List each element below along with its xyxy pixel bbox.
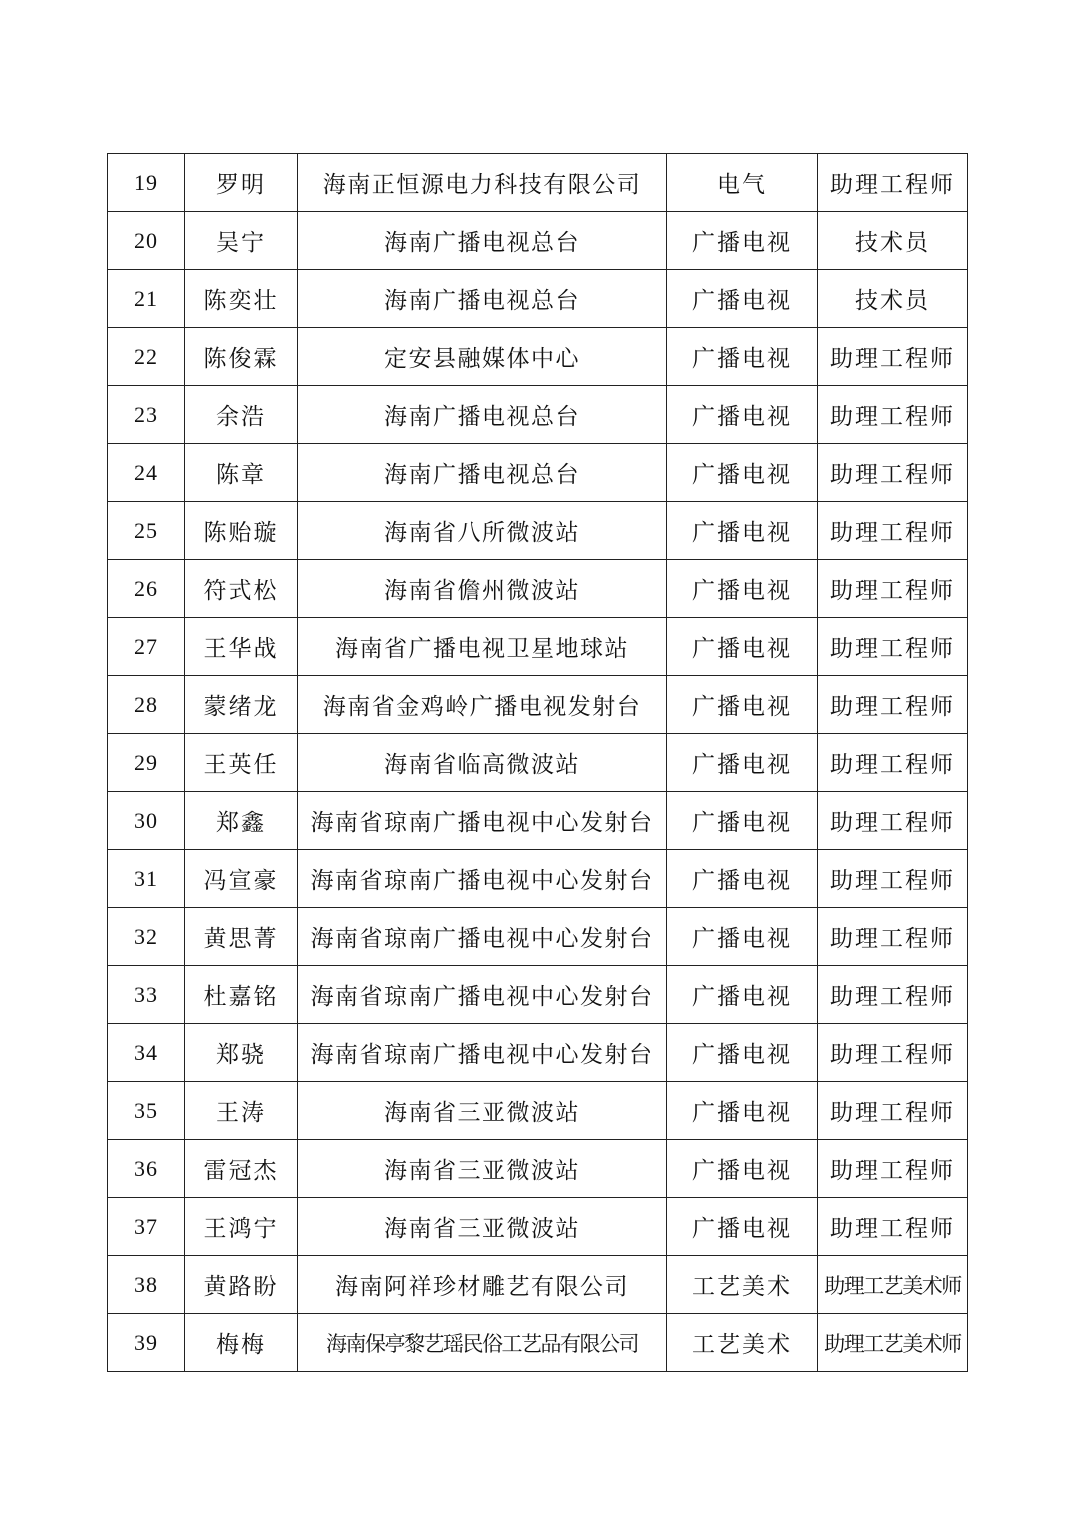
- organization-cell: 海南广播电视总台: [298, 386, 667, 444]
- specialty-cell: 广播电视: [667, 502, 818, 560]
- document-page: [107, 153, 967, 1372]
- row-number-cell: 34: [108, 1024, 185, 1082]
- row-number-cell: 35: [108, 1082, 185, 1140]
- job-title-cell: 助理工程师: [818, 444, 968, 502]
- person-name-cell: 雷冠杰: [185, 1140, 298, 1198]
- person-name-cell: 吴宁: [185, 212, 298, 270]
- person-name-cell: 王华战: [185, 618, 298, 676]
- organization-cell: 海南省琼南广播电视中心发射台: [298, 966, 667, 1024]
- job-title-cell: 助理工程师: [818, 792, 968, 850]
- person-name-cell: 王鸿宁: [185, 1198, 298, 1256]
- specialty-cell: 广播电视: [667, 386, 818, 444]
- table-row: [108, 966, 968, 1024]
- job-title-cell: 助理工程师: [818, 1024, 968, 1082]
- job-title-cell: 助理工程师: [818, 154, 968, 212]
- job-title-cell: 助理工程师: [818, 560, 968, 618]
- person-name-cell: 陈俊霖: [185, 328, 298, 386]
- table-row: [108, 502, 968, 560]
- organization-cell: 海南省琼南广播电视中心发射台: [298, 792, 667, 850]
- specialty-cell: 广播电视: [667, 618, 818, 676]
- organization-cell: 海南省琼南广播电视中心发射台: [298, 850, 667, 908]
- job-title-cell: 助理工程师: [818, 850, 968, 908]
- person-name-cell: 郑骁: [185, 1024, 298, 1082]
- job-title-cell: 助理工艺美术师: [818, 1314, 968, 1372]
- table-row: [108, 444, 968, 502]
- organization-cell: 海南广播电视总台: [298, 444, 667, 502]
- row-number-cell: 21: [108, 270, 185, 328]
- row-number-cell: 33: [108, 966, 185, 1024]
- person-name-cell: 陈贻璇: [185, 502, 298, 560]
- row-number-cell: 23: [108, 386, 185, 444]
- specialty-cell: 广播电视: [667, 850, 818, 908]
- person-name-cell: 王涛: [185, 1082, 298, 1140]
- job-title-cell: 技术员: [818, 270, 968, 328]
- specialty-cell: 广播电视: [667, 212, 818, 270]
- job-title-cell: 助理工艺美术师: [818, 1256, 968, 1314]
- organization-cell: 海南省琼南广播电视中心发射台: [298, 908, 667, 966]
- organization-cell: 海南省广播电视卫星地球站: [298, 618, 667, 676]
- row-number-cell: 37: [108, 1198, 185, 1256]
- job-title-cell: 助理工程师: [818, 1140, 968, 1198]
- row-number-cell: 38: [108, 1256, 185, 1314]
- person-name-cell: 王英任: [185, 734, 298, 792]
- specialty-cell: 广播电视: [667, 908, 818, 966]
- specialty-cell: 广播电视: [667, 966, 818, 1024]
- job-title-cell: 助理工程师: [818, 618, 968, 676]
- specialty-cell: 电气: [667, 154, 818, 212]
- row-number-cell: 19: [108, 154, 185, 212]
- job-title-cell: 助理工程师: [818, 908, 968, 966]
- row-number-cell: 20: [108, 212, 185, 270]
- person-name-cell: 梅梅: [185, 1314, 298, 1372]
- job-title-cell: 助理工程师: [818, 966, 968, 1024]
- table-row: [108, 734, 968, 792]
- job-title-cell: 助理工程师: [818, 676, 968, 734]
- job-title-cell: 助理工程师: [818, 386, 968, 444]
- specialty-cell: 广播电视: [667, 328, 818, 386]
- table-row: [108, 212, 968, 270]
- organization-cell: 海南省八所微波站: [298, 502, 667, 560]
- job-title-cell: 技术员: [818, 212, 968, 270]
- specialty-cell: 广播电视: [667, 1024, 818, 1082]
- job-title-cell: 助理工程师: [818, 734, 968, 792]
- job-title-cell: 助理工程师: [818, 328, 968, 386]
- organization-cell: 海南正恒源电力科技有限公司: [298, 154, 667, 212]
- person-name-cell: 杜嘉铭: [185, 966, 298, 1024]
- person-name-cell: 黄思菁: [185, 908, 298, 966]
- table-row: [108, 560, 968, 618]
- row-number-cell: 30: [108, 792, 185, 850]
- specialty-cell: 广播电视: [667, 1082, 818, 1140]
- specialty-cell: 广播电视: [667, 734, 818, 792]
- person-name-cell: 蒙绪龙: [185, 676, 298, 734]
- row-number-cell: 29: [108, 734, 185, 792]
- row-number-cell: 36: [108, 1140, 185, 1198]
- person-name-cell: 陈奕壮: [185, 270, 298, 328]
- row-number-cell: 24: [108, 444, 185, 502]
- person-name-cell: 符式松: [185, 560, 298, 618]
- row-number-cell: 27: [108, 618, 185, 676]
- specialty-cell: 广播电视: [667, 1198, 818, 1256]
- person-name-cell: 冯宣豪: [185, 850, 298, 908]
- specialty-cell: 工艺美术: [667, 1314, 818, 1372]
- person-name-cell: 罗明: [185, 154, 298, 212]
- organization-cell: 海南省琼南广播电视中心发射台: [298, 1024, 667, 1082]
- organization-cell: 海南保亭黎艺瑶民俗工艺品有限公司: [298, 1314, 667, 1372]
- organization-cell: 海南省三亚微波站: [298, 1082, 667, 1140]
- table-row: [108, 1140, 968, 1198]
- table-row: [108, 792, 968, 850]
- specialty-cell: 广播电视: [667, 1140, 818, 1198]
- organization-cell: 海南广播电视总台: [298, 270, 667, 328]
- specialty-cell: 广播电视: [667, 270, 818, 328]
- table-row: [108, 1024, 968, 1082]
- organization-cell: 定安县融媒体中心: [298, 328, 667, 386]
- row-number-cell: 26: [108, 560, 185, 618]
- table-row: [108, 676, 968, 734]
- row-number-cell: 39: [108, 1314, 185, 1372]
- person-name-cell: 郑鑫: [185, 792, 298, 850]
- table-row: [108, 618, 968, 676]
- organization-cell: 海南省三亚微波站: [298, 1140, 667, 1198]
- organization-cell: 海南省金鸡岭广播电视发射台: [298, 676, 667, 734]
- row-number-cell: 32: [108, 908, 185, 966]
- job-title-cell: 助理工程师: [818, 502, 968, 560]
- specialty-cell: 广播电视: [667, 444, 818, 502]
- table-row: [108, 908, 968, 966]
- job-title-cell: 助理工程师: [818, 1082, 968, 1140]
- table-row: [108, 1082, 968, 1140]
- organization-cell: 海南广播电视总台: [298, 212, 667, 270]
- table-row: [108, 850, 968, 908]
- table-row: [108, 270, 968, 328]
- job-title-cell: 助理工程师: [818, 1198, 968, 1256]
- row-number-cell: 31: [108, 850, 185, 908]
- person-name-cell: 陈章: [185, 444, 298, 502]
- organization-cell: 海南阿祥珍材雕艺有限公司: [298, 1256, 667, 1314]
- table-row: [108, 154, 968, 212]
- specialty-cell: 广播电视: [667, 560, 818, 618]
- table-row: [108, 1314, 968, 1372]
- specialty-cell: 广播电视: [667, 792, 818, 850]
- table-row: [108, 328, 968, 386]
- person-name-cell: 黄路盼: [185, 1256, 298, 1314]
- row-number-cell: 25: [108, 502, 185, 560]
- table-row: [108, 1198, 968, 1256]
- specialty-cell: 广播电视: [667, 676, 818, 734]
- roster-table: [107, 153, 968, 1372]
- roster-table-body: [108, 154, 968, 1372]
- row-number-cell: 28: [108, 676, 185, 734]
- table-row: [108, 386, 968, 444]
- organization-cell: 海南省儋州微波站: [298, 560, 667, 618]
- person-name-cell: 余浩: [185, 386, 298, 444]
- specialty-cell: 工艺美术: [667, 1256, 818, 1314]
- organization-cell: 海南省三亚微波站: [298, 1198, 667, 1256]
- organization-cell: 海南省临高微波站: [298, 734, 667, 792]
- row-number-cell: 22: [108, 328, 185, 386]
- table-row: [108, 1256, 968, 1314]
